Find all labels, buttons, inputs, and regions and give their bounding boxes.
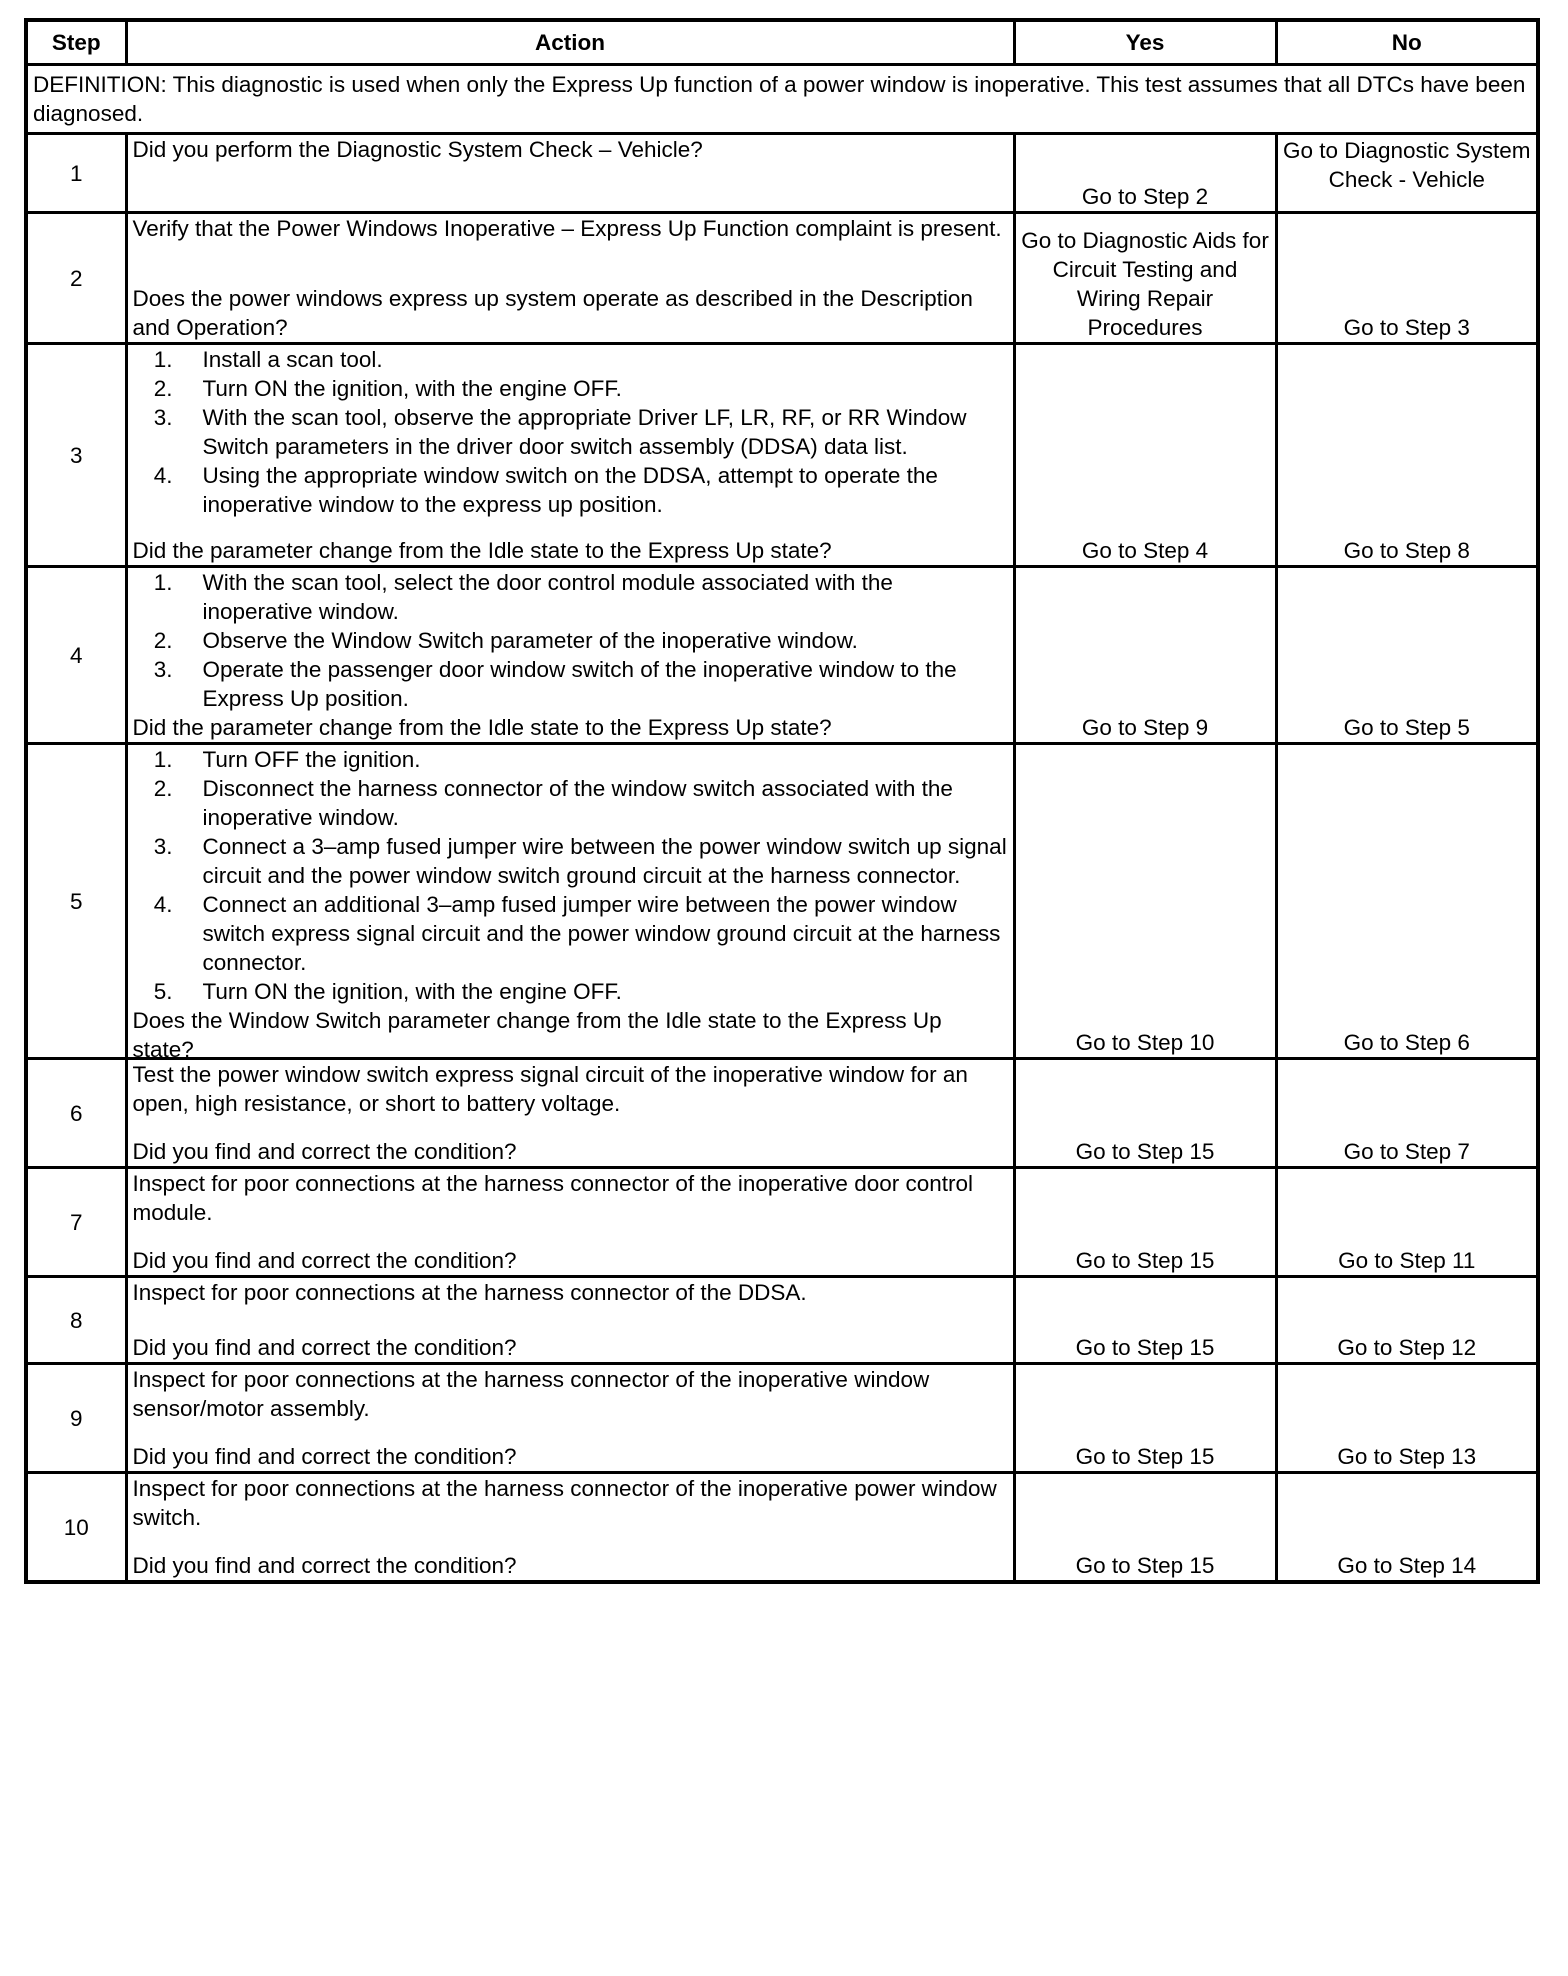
procedure-item-text: Connect a 3–amp fused jumper wire between the power window switch up signal circuit and the power window switch ground circuit at the harness connector.	[202, 834, 1007, 888]
no-result: Go to Step 5	[1276, 567, 1538, 744]
yes-result: Go to Step 15	[1014, 1059, 1276, 1168]
procedure-item-number: 5.	[153, 979, 173, 1004]
procedure-item	[133, 977, 1008, 1006]
action-cell	[126, 1473, 1014, 1583]
yes-result: Go to Step 15	[1014, 1277, 1276, 1364]
procedure-item-number: 3.	[153, 834, 173, 859]
procedure-item-number: 3.	[153, 405, 173, 430]
action-text: Verify that the Power Windows Inoperative – Express Up Function complaint is present.	[132, 216, 1002, 241]
step-number: 9	[26, 1364, 126, 1473]
table-row	[26, 1473, 1538, 1583]
procedure-item	[133, 403, 1008, 461]
step-number: 1	[26, 134, 126, 213]
procedure-item-text: Observe the Window Switch parameter of the inoperative window.	[202, 628, 858, 653]
procedure-item	[133, 345, 1008, 374]
procedure-item-number: 1.	[153, 747, 173, 772]
table-row	[26, 744, 1538, 1059]
yes-result: Go to Step 4	[1014, 344, 1276, 567]
table-row	[26, 213, 1538, 344]
table-row	[26, 1364, 1538, 1473]
table-row	[26, 1059, 1538, 1168]
procedure-item	[133, 890, 1008, 977]
procedure-item-number: 2.	[153, 776, 173, 801]
procedure-list	[133, 345, 1008, 519]
definition-text: DEFINITION: This diagnostic is used when only the Express Up function of a power window is inoperative. This test assumes that all DTCs have been diagnosed.	[26, 65, 1538, 134]
action-text: Inspect for poor connections at the harness connector of the DDSA.	[132, 1280, 807, 1305]
action-cell	[126, 1277, 1014, 1364]
step-number: 6	[26, 1059, 126, 1168]
no-result: Go to Step 8	[1276, 344, 1538, 567]
step-number: 2	[26, 213, 126, 344]
procedure-item-text: Turn OFF the ignition.	[202, 747, 421, 772]
action-cell	[126, 134, 1014, 213]
action-question: Does the power windows express up system operate as described in the Description and Operation?	[132, 286, 973, 340]
no-result: Go to Step 13	[1276, 1364, 1538, 1473]
procedure-item-number: 3.	[153, 657, 173, 682]
no-result: Go to Step 14	[1276, 1473, 1538, 1583]
step-number: 8	[26, 1277, 126, 1364]
action-cell	[126, 1364, 1014, 1473]
procedure-item-text: Turn ON the ignition, with the engine OFF.	[202, 979, 622, 1004]
action-text: Test the power window switch express signal circuit of the inoperative window for an open, high resistance, or short to battery voltage.	[132, 1062, 968, 1116]
action-question: Did you find and correct the condition?	[132, 1248, 517, 1273]
procedure-item-number: 4.	[153, 463, 173, 488]
procedure-item-number: 2.	[153, 376, 173, 401]
action-cell	[126, 1168, 1014, 1277]
action-question: Did the parameter change from the Idle state to the Express Up state?	[132, 715, 832, 740]
header-row	[26, 20, 1538, 65]
header-yes: Yes	[1014, 20, 1276, 65]
yes-result: Go to Step 15	[1014, 1168, 1276, 1277]
no-result: Go to Step 12	[1276, 1277, 1538, 1364]
action-question: Did you find and correct the condition?	[132, 1444, 517, 1469]
action-question: Did you find and correct the condition?	[132, 1553, 517, 1578]
procedure-item	[133, 832, 1008, 890]
procedure-list	[133, 745, 1008, 1006]
procedure-item-number: 1.	[153, 347, 173, 372]
action-cell	[126, 567, 1014, 744]
no-result: Go to Diagnostic System Check - Vehicle	[1276, 134, 1538, 213]
action-text: Inspect for poor connections at the harness connector of the inoperative power window switch.	[132, 1476, 997, 1530]
action-text: Did you perform the Diagnostic System Check – Vehicle?	[132, 137, 703, 162]
header-action: Action	[126, 20, 1014, 65]
yes-result: Go to Step 2	[1014, 134, 1276, 213]
definition-row	[26, 65, 1538, 134]
table-row	[26, 1277, 1538, 1364]
header-step: Step	[26, 20, 126, 65]
no-result: Go to Step 3	[1276, 213, 1538, 344]
procedure-item-text: Install a scan tool.	[202, 347, 383, 372]
step-number: 3	[26, 344, 126, 567]
action-question: Did the parameter change from the Idle state to the Express Up state?	[132, 538, 832, 563]
no-result: Go to Step 7	[1276, 1059, 1538, 1168]
action-cell	[126, 1059, 1014, 1168]
action-question: Does the Window Switch parameter change from the Idle state to the Express Up state?	[132, 1008, 942, 1062]
yes-result: Go to Step 15	[1014, 1473, 1276, 1583]
procedure-item-text: Using the appropriate window switch on the DDSA, attempt to operate the inoperative window to the express up position.	[202, 463, 938, 517]
yes-result: Go to Step 15	[1014, 1364, 1276, 1473]
procedure-item-text: With the scan tool, select the door control module associated with the inoperative window.	[202, 570, 893, 624]
header-no: No	[1276, 20, 1538, 65]
action-question: Did you find and correct the condition?	[132, 1335, 517, 1360]
procedure-item	[133, 774, 1008, 832]
procedure-item	[133, 568, 1008, 626]
procedure-item-number: 1.	[153, 570, 173, 595]
procedure-item-text: Operate the passenger door window switch of the inoperative window to the Express Up position.	[202, 657, 957, 711]
procedure-item	[133, 655, 1008, 713]
step-number: 5	[26, 744, 126, 1059]
action-cell	[126, 213, 1014, 344]
action-cell	[126, 744, 1014, 1062]
yes-result: Go to Step 10	[1014, 744, 1276, 1059]
table-row	[26, 567, 1538, 744]
table-row	[26, 134, 1538, 213]
procedure-item	[133, 461, 1008, 519]
step-number: 7	[26, 1168, 126, 1277]
yes-result: Go to Step 9	[1014, 567, 1276, 744]
procedure-list	[133, 568, 1008, 713]
procedure-item	[133, 374, 1008, 403]
no-result: Go to Step 6	[1276, 744, 1538, 1059]
procedure-item-text: With the scan tool, observe the appropriate Driver LF, LR, RF, or RR Window Switch parameters in the driver door switch assembly (DDSA) data list.	[202, 405, 967, 459]
procedure-item-text: Connect an additional 3–amp fused jumper wire between the power window switch express signal circuit and the power window ground circuit at the harness connector.	[202, 892, 1001, 975]
procedure-item-number: 4.	[153, 892, 173, 917]
step-number: 10	[26, 1473, 126, 1583]
procedure-item-text: Disconnect the harness connector of the window switch associated with the inoperative window.	[202, 776, 953, 830]
yes-result: Go to Diagnostic Aids for Circuit Testing and Wiring Repair Procedures	[1014, 213, 1276, 344]
action-question: Did you find and correct the condition?	[132, 1139, 517, 1164]
action-cell	[126, 344, 1014, 567]
procedure-item	[133, 745, 1008, 774]
action-text: Inspect for poor connections at the harness connector of the inoperative window sensor/motor assembly.	[132, 1367, 930, 1421]
table-row	[26, 1168, 1538, 1277]
action-text: Inspect for poor connections at the harness connector of the inoperative door control module.	[132, 1171, 974, 1225]
procedure-item-number: 2.	[153, 628, 173, 653]
procedure-item	[133, 626, 1008, 655]
table-row	[26, 344, 1538, 567]
no-result: Go to Step 11	[1276, 1168, 1538, 1277]
procedure-item-text: Turn ON the ignition, with the engine OFF.	[202, 376, 622, 401]
diagnostic-table	[24, 18, 1540, 1584]
step-number: 4	[26, 567, 126, 744]
